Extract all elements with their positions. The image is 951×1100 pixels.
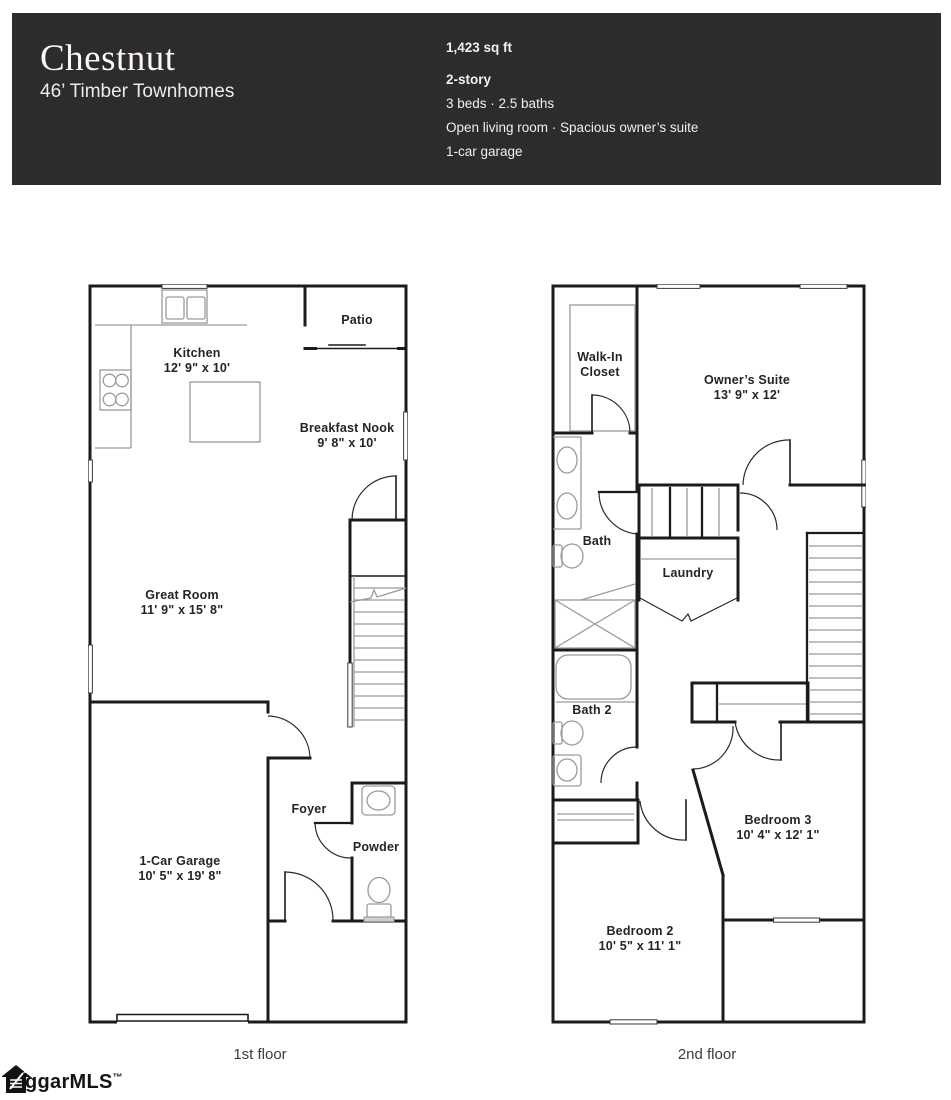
spec-list <box>446 40 698 168</box>
powder-toilet <box>364 878 394 922</box>
great-room-window-upper <box>88 460 92 482</box>
owners-suite-window-top <box>800 284 847 288</box>
bedroom3-window <box>774 918 820 922</box>
breakfast-nook-label: Breakfast Nook <box>299 421 395 435</box>
hall-door <box>694 726 733 769</box>
spec-stories: 2-story <box>446 72 492 87</box>
kitchen-counter <box>95 325 247 448</box>
linen-closet <box>553 800 638 843</box>
powder-label: Powder <box>352 840 400 854</box>
bath2-walls <box>553 650 638 800</box>
bath-label: Bath <box>582 534 612 548</box>
bedroom2-label: Bedroom 2 <box>606 924 674 938</box>
owners-suite-dims: 13' 9" x 12' <box>713 388 781 402</box>
second-floor-caption: 2nd floor <box>677 1046 737 1063</box>
great-room-label: Great Room <box>145 588 219 602</box>
spec-beds-baths: 3 beds · 2.5 baths <box>446 96 555 111</box>
bath-door <box>599 492 637 534</box>
bath-vanity <box>553 437 581 529</box>
great-room-dims: 11' 9" x 15' 8" <box>140 603 224 617</box>
staircase <box>348 520 406 727</box>
breakfast-nook-door <box>352 476 396 520</box>
closet-door <box>592 395 630 433</box>
powder-door <box>315 823 352 858</box>
watermark-name: ggarMLS <box>25 1071 113 1093</box>
bedroom2-dims: 10' 5" x 11' 1" <box>598 939 682 953</box>
kitchen-dims: 12' 9" x 10' <box>163 361 231 375</box>
watermark-text <box>25 1071 123 1094</box>
stair-opening <box>348 663 352 727</box>
walk-in-closet-label-2: Closet <box>580 365 620 379</box>
bath2-door <box>601 747 637 783</box>
mls-watermark <box>2 1064 123 1094</box>
bedroom2-window <box>610 1020 657 1024</box>
owners-suite-door <box>637 440 864 485</box>
breakfast-nook-window <box>404 412 408 460</box>
bedroom3-label: Bedroom 3 <box>744 813 812 827</box>
kitchen-label: Kitchen <box>173 346 221 360</box>
first-floor-caption: 1st floor <box>233 1046 287 1063</box>
bath-shower <box>555 584 635 648</box>
spec-sqft: 1,423 sq ft <box>446 40 513 55</box>
bath-walls <box>553 492 637 650</box>
stove-icon <box>100 370 131 410</box>
kitchen-sink <box>162 290 207 323</box>
great-room-window-lower <box>88 645 92 693</box>
staircase-down <box>807 533 864 720</box>
walk-in-closet-label-1: Walk-In <box>577 350 623 364</box>
bath2-sink <box>553 755 581 786</box>
owners-suite-label: Owner’s Suite <box>704 373 790 387</box>
bedroom2-entry <box>640 726 864 1022</box>
patio-label: Patio <box>341 313 373 327</box>
bath2-tub <box>556 655 635 702</box>
laundry-label: Laundry <box>662 566 714 580</box>
floor1-outer-walls <box>90 286 406 1025</box>
spec-garage: 1-car garage <box>446 144 523 159</box>
watermark-tm: ™ <box>112 1072 123 1084</box>
spec-features: Open living room · Spacious owner’s suite <box>446 120 699 135</box>
bedroom2-door <box>640 801 686 840</box>
walk-in-closet-walls <box>553 286 637 490</box>
closet-window <box>657 284 700 288</box>
laundry-bifold-doors <box>640 598 737 621</box>
plan-title: Chestnut <box>40 38 176 79</box>
second-floor-plan <box>551 284 866 1028</box>
great-room-foyer-door <box>268 716 310 758</box>
bath2-toilet <box>553 721 583 745</box>
kitchen-island <box>190 382 260 442</box>
plan-subtitle: 46’ Timber Townhomes <box>40 81 235 102</box>
header-band <box>12 13 941 185</box>
bath-toilet <box>553 544 583 568</box>
bath2-label: Bath 2 <box>572 703 612 717</box>
foyer-label: Foyer <box>291 802 327 816</box>
bedroom3-door <box>735 722 781 760</box>
first-floor-plan <box>88 284 408 1028</box>
garage-label: 1-Car Garage <box>139 854 221 868</box>
breakfast-nook-dims: 9' 8" x 10' <box>317 436 377 450</box>
stair-hall-door <box>740 493 777 530</box>
kitchen-window <box>162 284 207 288</box>
bedroom3-dims: 10' 4" x 12' 1" <box>736 828 820 842</box>
stairwell-opening <box>638 487 777 538</box>
powder-sink <box>362 786 395 815</box>
garage-dims: 10' 5" x 19' 8" <box>138 869 222 883</box>
